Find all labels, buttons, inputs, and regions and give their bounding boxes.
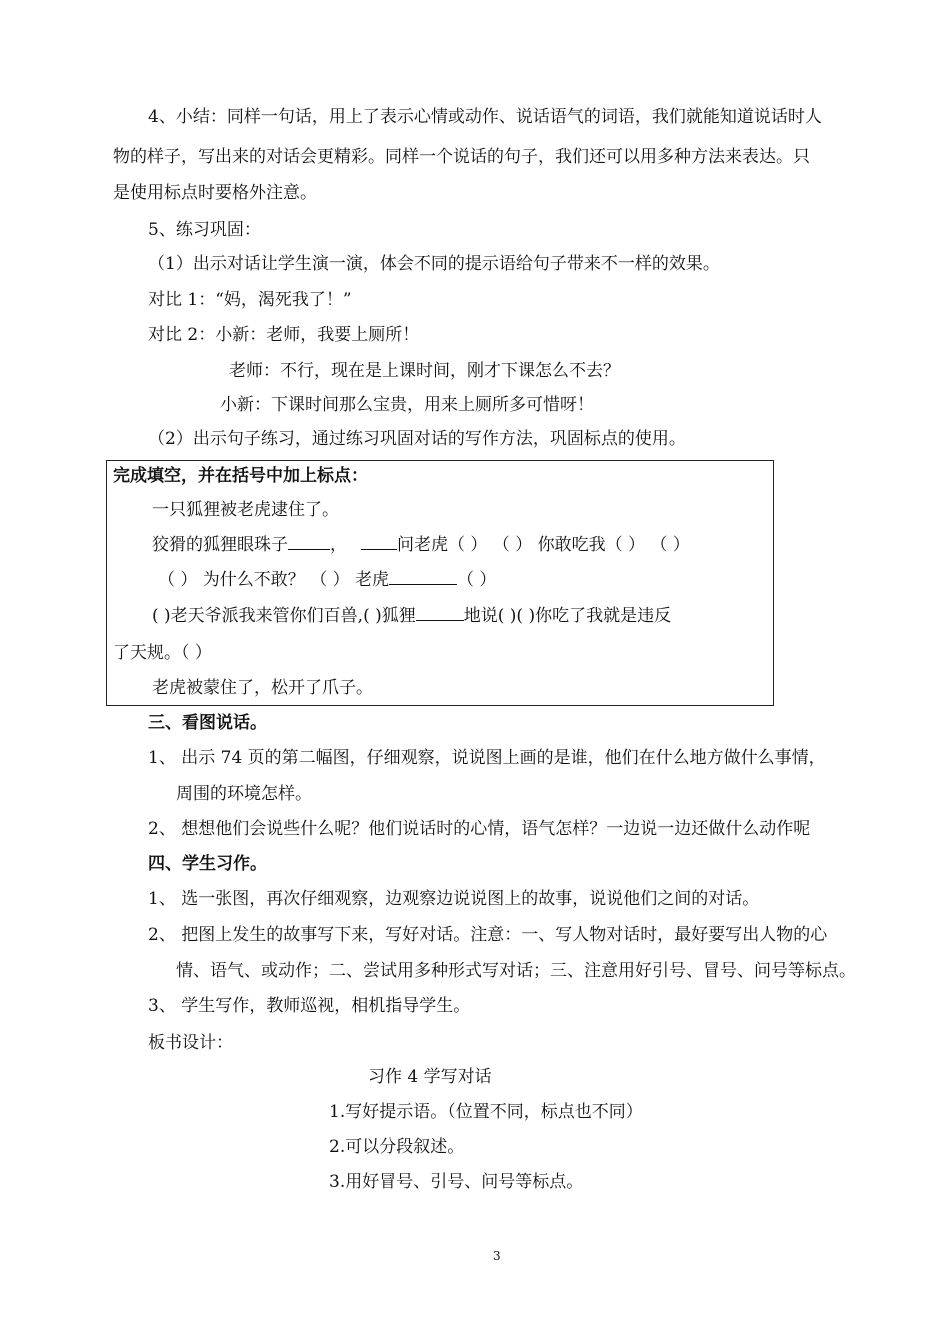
exercise-sentence-6: 老虎被蒙住了，松开了爪子。: [152, 678, 373, 698]
section-3-point-2: 2、 想想他们会说些什么呢？他们说话时的心情，语气怎样？一边说一边还做什么动作呢: [148, 819, 811, 839]
sentence-3-end: （ ）: [457, 570, 497, 590]
board-title: 习作 4 学写对话: [368, 1067, 492, 1087]
section-4-point-2: 2、 把图上发生的故事写下来，写好对话。注意：一、写人物对话时，最好要写出人物的心: [148, 925, 828, 945]
contrast-1: 对比 1：“妈，渴死我了！”: [148, 290, 352, 310]
board-point-3: 3.用好冒号、引号、问号等标点。: [329, 1172, 584, 1192]
sentence-4-end: 地说( )( )你吃了我就是违反: [463, 606, 672, 626]
board-design-label: 板书设计：: [148, 1033, 233, 1053]
practice-item-2: （2）出示句子练习，通过练习巩固对话的写作方法，巩固标点的使用。: [148, 429, 686, 449]
blank-1[interactable]: [288, 534, 330, 550]
summary-line-2: 物的样子，写出来的对话会更精彩。同样一个说话的句子，我们还可以用多种方法来表达。只: [113, 147, 810, 167]
exercise-sentence-3: [158, 569, 496, 591]
page-number: 3: [493, 1249, 501, 1263]
section-4-point-1: 1、 选一张图，再次仔细观察，边观察边说说图上的故事，说说他们之间的对话。: [148, 889, 760, 909]
practice-heading: 5、练习巩固：: [148, 220, 261, 240]
teacher-line: 老师：不行，现在是上课时间，刚才下课怎么不去？: [229, 361, 620, 381]
section-4-point-2-cont: 情、语气、或动作；二、尝试用多种形式写对话；三、注意用好引号、冒号、问号等标点。: [176, 961, 856, 981]
contrast-2: 对比 2：小新：老师，我要上厕所！: [148, 325, 420, 345]
section-3-title: 三、看图说话。: [148, 713, 267, 733]
exercise-sentence-1: 一只狐狸被老虎逮住了。: [152, 500, 339, 520]
sentence-2-end: 问老虎（ ） （ ） 你敢吃我（ ） （ ）: [397, 535, 690, 555]
exercise-sentence-2: [152, 534, 690, 556]
exercise-sentence-4: [152, 605, 671, 627]
xiaoxin-line: 小新：下课时间那么宝贵，用来上厕所多可惜呀！: [220, 395, 594, 415]
exercise-sentence-5: 了天规。（ ）: [113, 643, 212, 663]
section-3-point-1: 1、 出示 74 页的第二幅图，仔细观察，说说图上画的是谁，他们在什么地方做什么事情，: [148, 748, 826, 768]
section-4-point-3: 3、 学生写作，教师巡视，相机指导学生。: [148, 996, 471, 1016]
section-4-title: 四、学生习作。: [148, 854, 267, 874]
sentence-2-comma: ，: [330, 535, 347, 555]
sentence-3-start: （ ） 为什么不敢？ （ ） 老虎: [158, 570, 390, 590]
summary-line-3: 是使用标点时要格外注意。: [113, 183, 317, 203]
blank-4[interactable]: [416, 605, 464, 621]
blank-2[interactable]: [361, 534, 397, 550]
blank-3[interactable]: [389, 569, 457, 585]
exercise-title: 完成填空，并在括号中加上标点：: [113, 466, 368, 486]
board-point-2: 2.可以分段叙述。: [329, 1137, 465, 1157]
practice-item-1: （1）出示对话让学生演一演，体会不同的提示语给句子带来不一样的效果。: [148, 254, 720, 274]
board-point-1: 1.写好提示语。（位置不同，标点也不同）: [329, 1102, 643, 1122]
sentence-4-start: ( )老天爷派我来管你们百兽,( )狐狸: [152, 606, 416, 626]
summary-line-1: 4、小结：同样一句话，用上了表示心情或动作、说话语气的词语，我们就能知道说话时人: [148, 107, 822, 127]
sentence-2-start: 狡猾的狐狸眼珠子: [152, 535, 288, 555]
section-3-point-1-cont: 周围的环境怎样。: [176, 784, 312, 804]
